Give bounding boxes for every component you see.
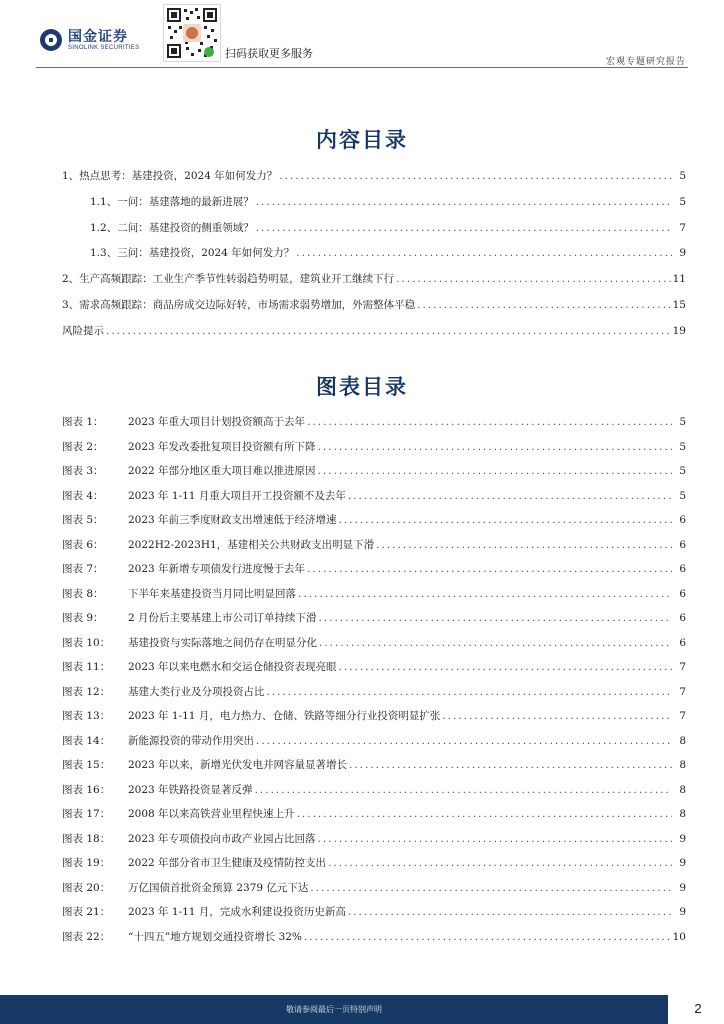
figure-page: 6 bbox=[679, 587, 686, 600]
leader-dots bbox=[328, 857, 672, 869]
footer-bar bbox=[0, 995, 668, 1024]
figure-label: 图表 21： bbox=[62, 906, 111, 918]
figure-title: 2023 年前三季度财政支出增速低于经济增速 bbox=[128, 514, 337, 526]
figure-title: 2023 年 1-11 月重大项目开工投资额不及去年 bbox=[128, 489, 346, 502]
figure-label: 图表 19： bbox=[62, 857, 111, 869]
figure-entry[interactable] bbox=[62, 463, 686, 488]
figure-label: 图表 20： bbox=[62, 881, 111, 894]
sinolink-logo bbox=[40, 29, 139, 51]
leader-dots bbox=[318, 833, 672, 845]
figure-page: 10 bbox=[672, 930, 686, 943]
figure-label: 图表 11： bbox=[62, 661, 111, 673]
leader-dots bbox=[417, 299, 670, 311]
figure-page: 9 bbox=[679, 906, 686, 918]
leader-dots bbox=[106, 325, 671, 337]
figure-entry[interactable] bbox=[62, 586, 686, 611]
leader-dots bbox=[310, 882, 672, 894]
leader-dots bbox=[256, 222, 672, 234]
leader-dots bbox=[279, 170, 672, 182]
toc-entry[interactable] bbox=[62, 194, 686, 220]
figure-label: 图表 5： bbox=[62, 514, 104, 526]
figure-label: 图表 6： bbox=[62, 538, 104, 551]
figure-title: 新能源投资的带动作用突出 bbox=[128, 734, 254, 747]
leader-dots bbox=[304, 931, 671, 943]
figure-title: 2 月份后主要基建上市公司订单持续下滑 bbox=[128, 612, 317, 624]
figure-entry[interactable] bbox=[62, 512, 686, 537]
toc-entry-page: 11 bbox=[672, 273, 686, 286]
figure-page: 8 bbox=[679, 734, 686, 747]
figure-page: 7 bbox=[679, 661, 686, 673]
figure-title: 2022 年部分地区重大项目难以推进原因 bbox=[128, 465, 316, 477]
leader-dots bbox=[319, 612, 672, 624]
figure-label: 图表 8： bbox=[62, 587, 104, 600]
figure-page: 9 bbox=[679, 881, 686, 894]
figure-entry[interactable] bbox=[62, 439, 686, 464]
contents-list bbox=[62, 168, 686, 349]
figure-title: 2023 年重大项目计划投资额高于去年 bbox=[128, 416, 306, 428]
figure-entry[interactable] bbox=[62, 659, 686, 684]
figure-page: 5 bbox=[679, 416, 686, 428]
leader-dots bbox=[255, 784, 672, 796]
figure-title: 下半年来基建投资当月同比明显回落 bbox=[128, 587, 296, 600]
figure-label: 图表 1： bbox=[62, 416, 104, 428]
leader-dots bbox=[318, 465, 672, 477]
figure-page: 5 bbox=[679, 465, 686, 477]
figure-title: “十四五”地方规划交通投资增长 32% bbox=[128, 930, 302, 943]
figure-title: 2008 年以来高铁营业里程快速上升 bbox=[128, 808, 295, 820]
figure-page: 8 bbox=[679, 808, 686, 820]
figure-label: 图表 10： bbox=[62, 636, 111, 649]
toc-entry[interactable] bbox=[62, 297, 686, 323]
leader-dots bbox=[307, 563, 672, 575]
toc-entry-label: 风险提示 bbox=[62, 324, 104, 337]
toc-entry[interactable] bbox=[62, 323, 686, 349]
figure-entry[interactable] bbox=[62, 488, 686, 513]
leader-dots bbox=[297, 808, 672, 820]
logo-text bbox=[68, 29, 139, 51]
toc-entry-page: 7 bbox=[679, 221, 686, 234]
leader-dots bbox=[349, 759, 672, 771]
leader-dots bbox=[376, 539, 672, 551]
page-footer bbox=[0, 995, 724, 1024]
figure-page: 6 bbox=[679, 636, 686, 649]
leader-dots bbox=[307, 416, 672, 428]
leader-dots bbox=[442, 710, 672, 722]
figure-title: 万亿国债首批资金预算 2379 亿元下达 bbox=[128, 881, 309, 894]
figure-page: 7 bbox=[679, 685, 686, 698]
footer-disclaimer: 敬请参阅最后一页特别声明 bbox=[286, 1005, 382, 1014]
figure-page: 8 bbox=[679, 759, 686, 771]
figure-title: 2023 年专项债投向市政产业园占比回落 bbox=[128, 832, 316, 845]
figure-entry[interactable] bbox=[62, 904, 686, 929]
figure-page: 9 bbox=[679, 832, 686, 845]
figure-label: 图表 9： bbox=[62, 612, 104, 624]
figure-entry[interactable] bbox=[62, 561, 686, 586]
figure-title: 2023 年 1-11 月，电力热力、仓储、铁路等细分行业投资明显扩张 bbox=[128, 710, 441, 722]
figure-page: 6 bbox=[679, 563, 686, 575]
figure-label: 图表 15： bbox=[62, 759, 111, 771]
figure-title: 2023 年新增专项债发行进度慢于去年 bbox=[128, 563, 306, 575]
toc-entry-label: 2、生产高频跟踪：工业生产季节性转弱趋势明显，建筑业开工继续下行 bbox=[62, 273, 395, 286]
figure-label: 图表 4： bbox=[62, 489, 104, 502]
report-type-label: 宏观专题研究报告 bbox=[605, 57, 686, 67]
figure-label: 图表 17： bbox=[62, 808, 111, 820]
leader-dots bbox=[267, 686, 673, 698]
figure-entry[interactable] bbox=[62, 684, 686, 709]
toc-entry-page: 9 bbox=[679, 247, 686, 260]
qr-code-icon[interactable] bbox=[163, 4, 221, 62]
toc-title: 内容目录 bbox=[316, 127, 408, 152]
leader-dots bbox=[296, 247, 672, 259]
figure-page: 7 bbox=[679, 710, 686, 722]
figure-title: 基建大类行业及分项投资占比 bbox=[128, 685, 265, 698]
figure-title: 2023 年铁路投资显著反弹 bbox=[128, 783, 253, 796]
figure-page: 6 bbox=[679, 612, 686, 624]
toc-entry-label: 1、热点思考：基建投资，2024 年如何发力？ bbox=[62, 170, 278, 182]
toc-entry-label: 1.1、一问：基建落地的最新进展？ bbox=[90, 195, 254, 208]
figure-entry[interactable] bbox=[62, 414, 686, 439]
figure-entry[interactable] bbox=[62, 537, 686, 562]
figure-entry[interactable] bbox=[62, 831, 686, 856]
toc-entry[interactable] bbox=[62, 245, 686, 271]
toc-entry-page: 5 bbox=[679, 195, 686, 208]
figure-title: 2022H2-2023H1，基建相关公共财政支出明显下滑 bbox=[128, 538, 375, 551]
figure-title: 2022 年部分省市卫生健康及疫情防控支出 bbox=[128, 857, 327, 869]
leader-dots bbox=[348, 490, 672, 502]
figure-label: 图表 7： bbox=[62, 563, 104, 575]
toc-entry-page: 5 bbox=[679, 170, 686, 182]
figure-entry[interactable] bbox=[62, 635, 686, 660]
header-divider bbox=[36, 67, 688, 68]
figure-page: 5 bbox=[679, 489, 686, 502]
figure-page: 5 bbox=[679, 440, 686, 453]
figure-page: 9 bbox=[679, 857, 686, 869]
figure-label: 图表 12： bbox=[62, 685, 111, 698]
leader-dots bbox=[256, 196, 672, 208]
figure-entry[interactable] bbox=[62, 806, 686, 831]
leader-dots bbox=[348, 906, 672, 918]
figure-label: 图表 2： bbox=[62, 440, 104, 453]
toc-entry-label: 1.2、二问：基建投资的侧重领域？ bbox=[90, 221, 254, 234]
brand-name-cn: 国金证券 bbox=[68, 28, 128, 44]
toc-entry[interactable] bbox=[62, 220, 686, 246]
figures-title: 图表目录 bbox=[316, 374, 408, 399]
page-number: 2 bbox=[694, 1001, 702, 1016]
figure-label: 图表 14： bbox=[62, 734, 111, 747]
page-header bbox=[0, 0, 724, 70]
figure-label: 图表 22： bbox=[62, 930, 111, 943]
figure-title: 2023 年 1-11 月，完成水利建设投资历史新高 bbox=[128, 906, 346, 918]
figure-entry[interactable] bbox=[62, 757, 686, 782]
figure-page: 8 bbox=[679, 783, 686, 796]
figure-label: 图表 18： bbox=[62, 832, 111, 845]
figure-entry[interactable] bbox=[62, 708, 686, 733]
toc-entry[interactable] bbox=[62, 168, 686, 194]
figures-list bbox=[62, 414, 686, 953]
figure-page: 6 bbox=[679, 538, 686, 551]
leader-dots bbox=[318, 441, 672, 453]
figure-entry[interactable] bbox=[62, 855, 686, 880]
toc-entry[interactable] bbox=[62, 271, 686, 297]
sinolink-logo-mark-icon bbox=[40, 29, 62, 51]
leader-dots bbox=[396, 273, 670, 285]
toc-entry-page: 19 bbox=[672, 324, 686, 337]
qr-caption: 扫码获取更多服务 bbox=[225, 48, 313, 60]
toc-entry-label: 3、需求高频跟踪：商品房成交边际好转，市场需求弱势增加，外需整体平稳 bbox=[62, 298, 416, 311]
leader-dots bbox=[339, 661, 672, 673]
figure-entry[interactable] bbox=[62, 733, 686, 758]
toc-entry-label: 1.3、三问：基建投资，2024 年如何发力？ bbox=[90, 247, 295, 260]
toc-entry-page: 15 bbox=[672, 298, 686, 311]
figure-title: 基建投资与实际落地之间仍存在明显分化 bbox=[128, 636, 317, 649]
figure-entry[interactable] bbox=[62, 782, 686, 807]
figure-page: 6 bbox=[679, 514, 686, 526]
brand-name-en: SINOLINK SECURITIES bbox=[68, 45, 140, 51]
figure-title: 2023 年发改委批复项目投资额有所下降 bbox=[128, 440, 316, 453]
leader-dots bbox=[298, 588, 672, 600]
figure-title: 2023 年以来，新增光伏发电并网容量显著增长 bbox=[128, 759, 348, 771]
figure-title: 2023 年以来电燃水和交运仓储投资表现亮眼 bbox=[128, 661, 337, 673]
leader-dots bbox=[319, 637, 672, 649]
figure-label: 图表 13： bbox=[62, 710, 111, 722]
figure-entry[interactable] bbox=[62, 929, 686, 954]
figure-entry[interactable] bbox=[62, 610, 686, 635]
figure-label: 图表 3： bbox=[62, 465, 104, 477]
leader-dots bbox=[256, 735, 672, 747]
figure-entry[interactable] bbox=[62, 880, 686, 905]
leader-dots bbox=[339, 514, 672, 526]
figure-label: 图表 16： bbox=[62, 783, 111, 796]
